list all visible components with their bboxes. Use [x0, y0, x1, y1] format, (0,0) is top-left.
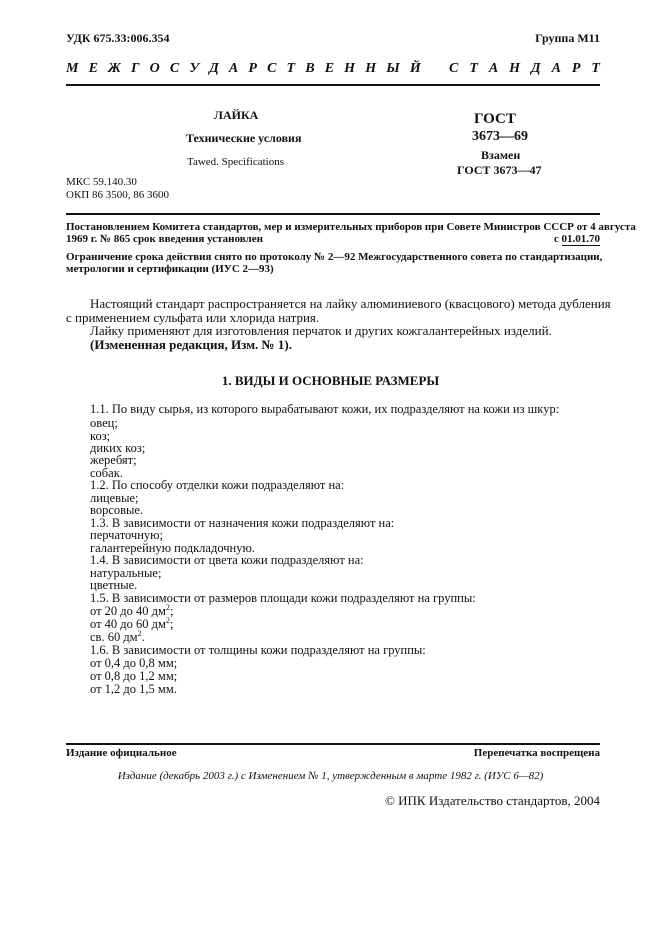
banner-letter: Т: [469, 61, 478, 76]
banner-letter: Й: [409, 61, 421, 76]
banner-word-interstate: [66, 61, 421, 77]
list-item: ворсовые.: [90, 503, 144, 517]
banner-letter: Ж: [108, 61, 121, 76]
replaces-label: Взамен: [481, 148, 521, 162]
limitation-line1: Ограничение срока действия снято по протоколу № 2—92 Межгосударственного совета по стандартизации,: [66, 251, 603, 263]
punctuation: ;: [169, 617, 174, 631]
banner-letter: Н: [509, 61, 521, 76]
standard-banner: [66, 61, 600, 77]
list-item: от 0,4 до 0,8 мм;: [90, 656, 178, 670]
banner-letter: А: [551, 61, 561, 76]
banner-letter: Р: [248, 61, 257, 76]
effective-date-value: 01.01.70: [561, 233, 600, 245]
list-item: собак.: [90, 466, 123, 480]
superscript: 2: [165, 603, 170, 612]
banner-letter: Ы: [386, 61, 400, 76]
area-range: от 20 до 40 дм: [90, 604, 166, 618]
edition-info: Издание (декабрь 2003 г.) с Изменением № 1, утвержденным в марте 1982 г. (ИУС 6—82): [117, 770, 544, 782]
clause-1-5: 1.5. В зависимости от размеров площади кожи подразделяют на группы:: [90, 591, 476, 605]
banner-letter: В: [305, 61, 315, 76]
banner-letter: М: [66, 61, 79, 76]
banner-letter: Д: [209, 61, 219, 76]
banner-letter: А: [228, 61, 239, 76]
decree-line2: 1969 г. № 865 срок введения установлен: [66, 233, 263, 245]
list-item: от 1,2 до 1,5 мм.: [90, 682, 177, 696]
gost-number: 3673—69: [472, 129, 528, 144]
replaced-gost: ГОСТ 3673—47: [457, 163, 542, 177]
header-rule: [66, 84, 600, 86]
mks-code: МКС 59.140.30: [66, 176, 137, 188]
clause-1-6: 1.6. В зависимости от толщины кожи подразделяют на группы:: [90, 643, 426, 657]
banner-letter: Т: [591, 61, 600, 76]
list-item: овец;: [90, 416, 118, 430]
list-item: лицевые;: [90, 491, 139, 505]
punctuation: .: [141, 630, 145, 644]
punctuation: ;: [169, 604, 174, 618]
intro-paragraph2: Лайку применяют для изготовления перчаток и других кожгалантерейных изделий.: [90, 323, 552, 338]
banner-letter: А: [488, 61, 499, 76]
list-item: коз;: [90, 429, 111, 443]
banner-letter: Е: [88, 61, 98, 76]
banner-letter: Н: [344, 61, 356, 76]
banner-letter: С: [267, 61, 277, 76]
title-rule: [66, 213, 600, 215]
official-edition: Издание официальное: [66, 747, 177, 759]
banner-letter: Е: [324, 61, 335, 76]
clause-1-3: 1.3. В зависимости от назначения кожи подразделяют на:: [90, 516, 395, 530]
amendment-note: (Измененная редакция, Изм. № 1).: [90, 337, 292, 352]
section-heading: 1. ВИДЫ И ОСНОВНЫЕ РАЗМЕРЫ: [221, 373, 440, 388]
decree-line1: Постановлением Комитета стандартов, мер и измерительных приборов при Совете Министров СССР от 4 августа: [66, 221, 636, 233]
banner-letter: Р: [571, 61, 581, 76]
list-item: перчаточную;: [90, 528, 163, 542]
product-title: ЛАЙКА: [214, 108, 259, 122]
udk-code: УДК 675.33:006.354: [66, 31, 170, 45]
list-item: натуральные;: [90, 566, 162, 580]
title-english: Tawed. Specifications: [187, 156, 284, 168]
clause-1-4: 1.4. В зависимости от цвета кожи подразделяют на:: [90, 553, 364, 567]
banner-letter: С: [449, 61, 459, 76]
intro-line2: с применением сульфата или хлорида натрия.: [66, 310, 320, 325]
okp-code: ОКП 86 3500, 86 3600: [66, 189, 169, 201]
area-range: св. 60 дм: [90, 630, 138, 644]
clause-1-1: 1.1. По виду сырья, из которого вырабатывают кожи, их подразделяют на кожи из шкур:: [90, 402, 560, 416]
limitation-line2: метрологии и сертификации (ИУС 2—93): [66, 263, 274, 275]
list-item: от 0,8 до 1,2 мм;: [90, 669, 178, 683]
banner-word-standard: [449, 61, 600, 77]
superscript: 2: [165, 616, 170, 625]
intro-line1: Настоящий стандарт распространяется на лайку алюминиевого (квасцового) метода дубления: [90, 296, 611, 311]
list-item: жеребят;: [90, 453, 137, 467]
list-item: цветные.: [90, 578, 138, 592]
superscript: 2: [137, 629, 142, 638]
banner-letter: Г: [131, 61, 140, 76]
banner-letter: С: [169, 61, 180, 76]
banner-letter: Н: [365, 61, 377, 76]
banner-letter: Д: [531, 61, 541, 76]
banner-letter: О: [149, 61, 160, 76]
area-range: от 40 до 60 дм: [90, 617, 166, 631]
list-item: диких коз;: [90, 441, 146, 455]
copyright: © ИПК Издательство стандартов, 2004: [385, 793, 600, 808]
effective-date: [554, 233, 600, 245]
effective-date-prefix: с: [553, 233, 562, 245]
clause-1-2: 1.2. По способу отделки кожи подразделяют на:: [90, 478, 345, 492]
list-item: галантерейную подкладочную.: [90, 541, 255, 555]
group-code: Группа М11: [535, 31, 600, 45]
banner-letter: Т: [286, 61, 296, 76]
gost-label: ГОСТ: [474, 111, 516, 127]
title-subtitle: Технические условия: [186, 131, 302, 145]
reprint-notice: Перепечатка воспрещена: [473, 747, 600, 759]
footer-rule: [66, 743, 600, 745]
banner-letter: У: [189, 61, 200, 76]
